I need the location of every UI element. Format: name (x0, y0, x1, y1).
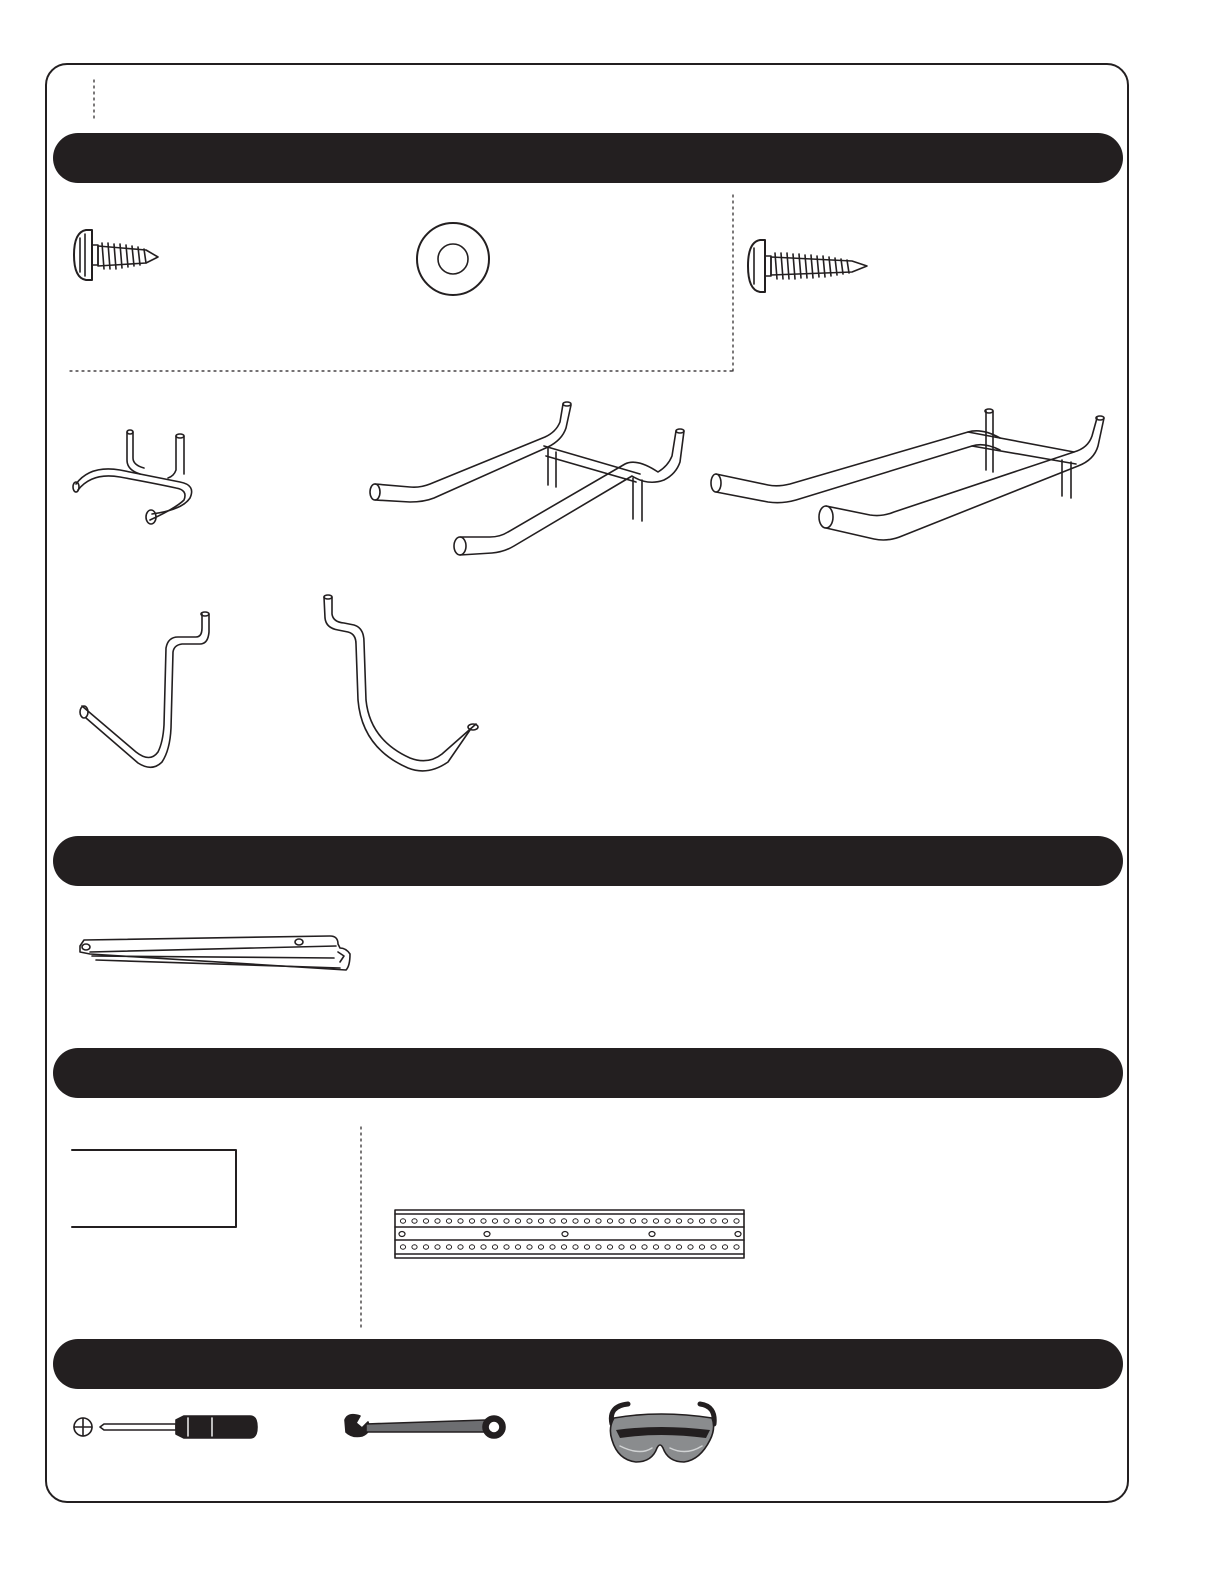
rail-hole (400, 1219, 405, 1223)
rail-hole (481, 1245, 486, 1249)
rail-hole (607, 1245, 612, 1249)
rail-hole (515, 1219, 520, 1223)
rail-hole (538, 1245, 543, 1249)
j-hook-icon (80, 612, 209, 767)
wrench-icon (345, 1415, 505, 1438)
rail-hole (630, 1245, 635, 1249)
rail-hole (458, 1219, 463, 1223)
rail-hole (573, 1245, 578, 1249)
rail-hole (492, 1219, 497, 1223)
rail-hole (550, 1245, 555, 1249)
rail-hole (584, 1245, 589, 1249)
rail-hole (469, 1219, 474, 1223)
u-hook-icon (324, 595, 478, 771)
rail-hole (665, 1245, 670, 1249)
rail-hole (515, 1245, 520, 1249)
rail-hole (722, 1245, 727, 1249)
rail-hole (699, 1219, 704, 1223)
rail-hole (400, 1245, 405, 1249)
rail-hole (630, 1219, 635, 1223)
rail-hole (607, 1219, 612, 1223)
rail-hole (596, 1219, 601, 1223)
short-screw-icon (74, 230, 158, 280)
rail-hole (596, 1245, 601, 1249)
rail-hole (538, 1219, 543, 1223)
rail-hole (619, 1219, 624, 1223)
dotted-dividers (70, 80, 733, 1330)
rail-hole (642, 1219, 647, 1223)
mounting-rail-icon (395, 1210, 744, 1258)
rail-hole (412, 1219, 417, 1223)
rail-hole (653, 1245, 658, 1249)
rail-hole (688, 1219, 693, 1223)
rail-hole (423, 1245, 428, 1249)
panel-outline-icon (72, 1150, 236, 1227)
rail-hole (527, 1245, 532, 1249)
rail-hole (435, 1219, 440, 1223)
rail-hole (665, 1219, 670, 1223)
shelf-bracket-icon (80, 936, 350, 970)
rail-hole (584, 1219, 589, 1223)
rail-hole (561, 1245, 566, 1249)
rail-hole (711, 1219, 716, 1223)
rail-hole (469, 1245, 474, 1249)
rail-hole (458, 1245, 463, 1249)
rail-hole (435, 1245, 440, 1249)
rail-hole (527, 1219, 532, 1223)
rail-hole (734, 1245, 739, 1249)
rail-hole (676, 1219, 681, 1223)
rail-hole (492, 1245, 497, 1249)
screwdriver-icon (74, 1416, 257, 1438)
rail-hole (734, 1219, 739, 1223)
rail-hole (653, 1219, 658, 1223)
rail-hole (722, 1219, 727, 1223)
safety-glasses-icon (610, 1404, 714, 1462)
rail-hole (561, 1219, 566, 1223)
rail-hole (504, 1219, 509, 1223)
long-double-hook-icon (711, 409, 1104, 540)
rail-hole (446, 1245, 451, 1249)
rail-hole (446, 1219, 451, 1223)
rail-hole (688, 1245, 693, 1249)
rail-hole (699, 1245, 704, 1249)
rail-hole (573, 1219, 578, 1223)
rail-hole (504, 1245, 509, 1249)
rail-hole (481, 1219, 486, 1223)
small-hook-icon (73, 430, 192, 524)
washer-icon (417, 223, 489, 295)
rail-hole (676, 1245, 681, 1249)
rail-hole (550, 1219, 555, 1223)
rail-hole (412, 1245, 417, 1249)
rail-hole (711, 1245, 716, 1249)
double-hook-icon (370, 402, 684, 555)
rail-hole (423, 1219, 428, 1223)
rail-hole (642, 1245, 647, 1249)
rail-hole (619, 1245, 624, 1249)
long-screw-icon (748, 240, 867, 292)
